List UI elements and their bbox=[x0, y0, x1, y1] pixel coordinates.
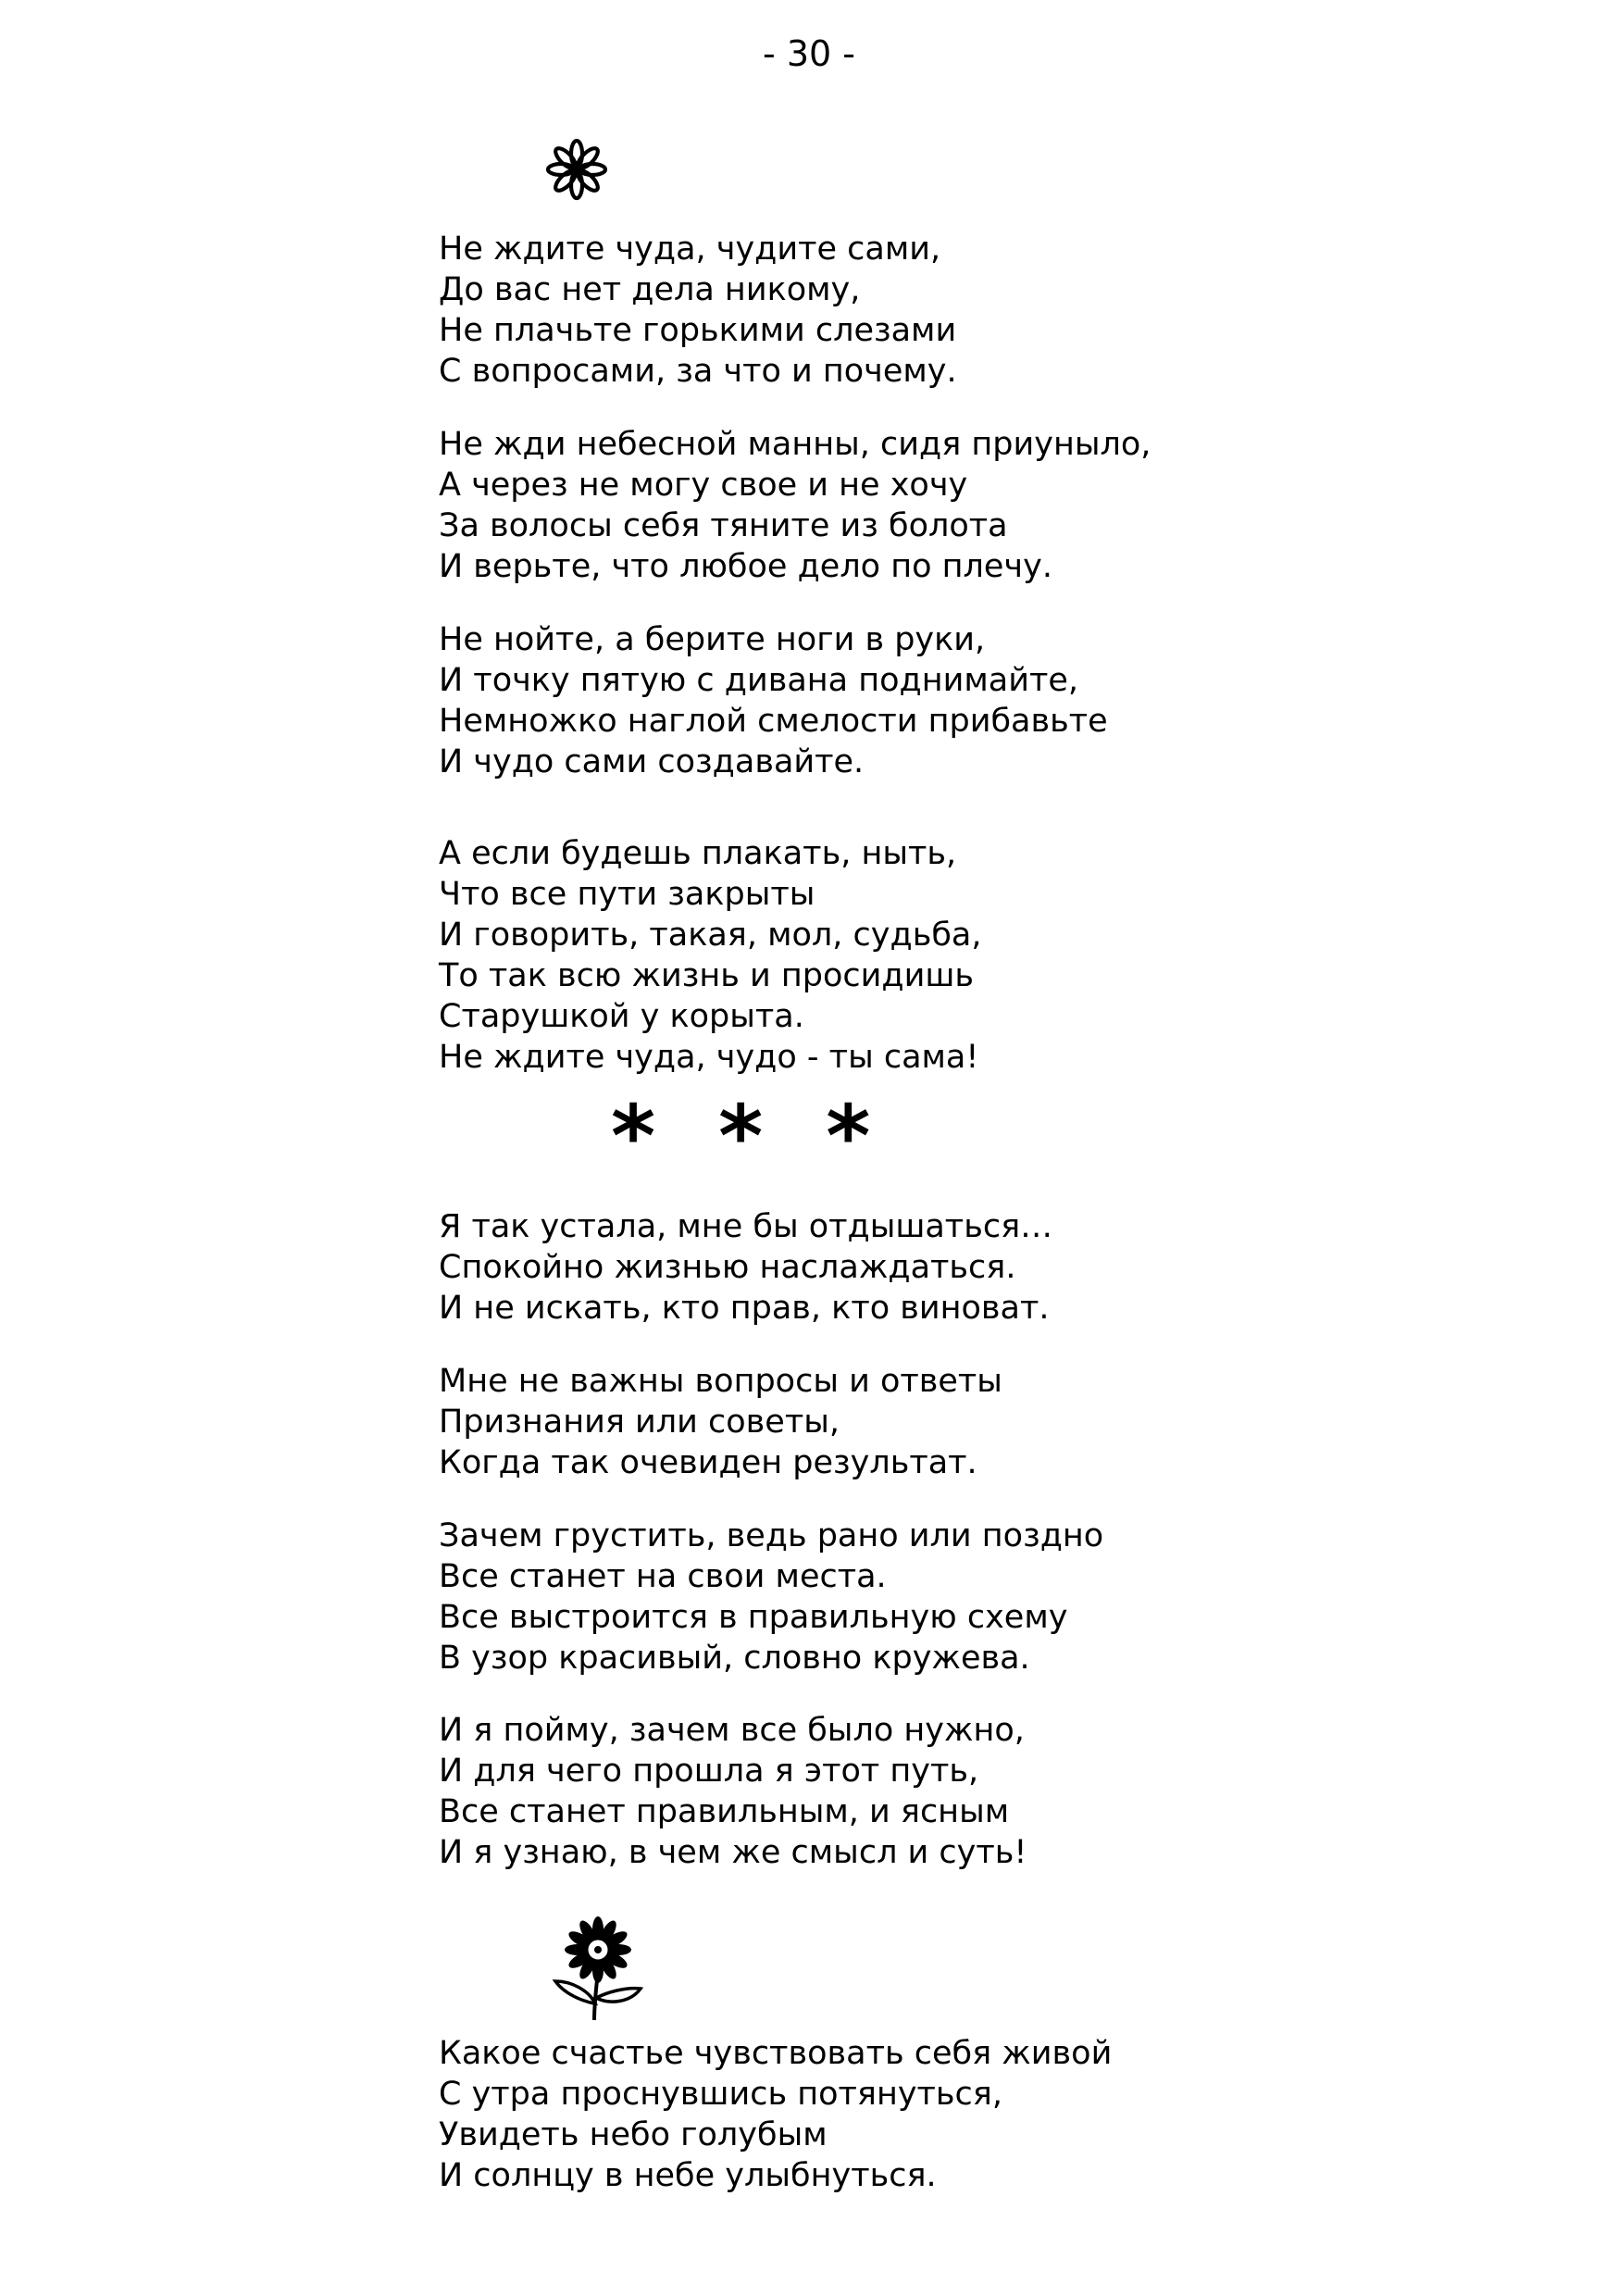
section-separator: * * * bbox=[611, 1087, 888, 1186]
poem-line: Не ждите чуда, чудите сами, bbox=[439, 231, 941, 268]
poem-line: Мне не важны вопросы и ответы bbox=[439, 1363, 1002, 1400]
poem-line: То так всю жизнь и просидишь bbox=[439, 957, 974, 994]
poem-line: И я пойму, зачем все было нужно, bbox=[439, 1712, 1025, 1749]
poem-line: Не плачьте горькими слезами bbox=[439, 312, 957, 349]
poem-line: А через не могу свое и не хочу bbox=[439, 467, 968, 504]
poem-line: Все выстроится в правильную схему bbox=[439, 1599, 1068, 1636]
poem-line: До вас нет дела никому, bbox=[439, 271, 861, 308]
poem2-stanza-4 bbox=[439, 1710, 1027, 1873]
poem-line: Увидеть небо голубым bbox=[439, 2116, 828, 2153]
poem3-stanza-1 bbox=[439, 2033, 1112, 2196]
poem-line: Какое счастье чувствовать себя живой bbox=[439, 2035, 1113, 2072]
poem-line: С утра проснувшись потянуться, bbox=[439, 2076, 1002, 2113]
poem-line: В узор красивый, словно кружева. bbox=[439, 1640, 1030, 1677]
poem-line: С вопросами, за что и почему. bbox=[439, 353, 957, 390]
poem-line: За волосы себя тяните из болота bbox=[439, 507, 1008, 544]
poem-line: И чудо сами создавайте. bbox=[439, 743, 865, 780]
poem-line: И говорить, такая, мол, судьба, bbox=[439, 917, 982, 954]
poem-line: И верьте, что любое дело по плечу. bbox=[439, 548, 1052, 585]
poem1-stanza-2 bbox=[439, 424, 1151, 587]
poem-line: Немножко наглой смелости прибавьте bbox=[439, 703, 1108, 740]
poem1-stanza-4 bbox=[439, 833, 982, 1078]
poem-line: И для чего прошла я этот путь, bbox=[439, 1753, 979, 1790]
poem1-stanza-3 bbox=[439, 619, 1108, 782]
poem-line: Старушкой у корыта. bbox=[439, 998, 804, 1035]
flower-asterisk-icon bbox=[544, 137, 609, 202]
poem1-stanza-1 bbox=[439, 229, 957, 392]
poem-line: Все станет на свои места. bbox=[439, 1558, 887, 1595]
poem2-stanza-3 bbox=[439, 1516, 1103, 1678]
poem-line: А если будешь плакать, ныть, bbox=[439, 835, 957, 872]
poem-line: Когда так очевиден результат. bbox=[439, 1444, 977, 1481]
poem-line: Не нойте, а берите ноги в руки, bbox=[439, 621, 986, 658]
poem-line: Не ждите чуда, чудо - ты сама! bbox=[439, 1039, 979, 1076]
poem-line: Зачем грустить, ведь рано или поздно bbox=[439, 1517, 1104, 1554]
poem-line: Признания или советы, bbox=[439, 1404, 840, 1441]
flower-with-stem-icon bbox=[546, 1915, 648, 2022]
poem-line: Я так устала, мне бы отдышаться… bbox=[439, 1208, 1053, 1245]
poem-line: И я узнаю, в чем же смысл и суть! bbox=[439, 1834, 1027, 1871]
poem-line: И точку пятую с дивана поднимайте, bbox=[439, 662, 1079, 699]
poem-line: И солнцу в небе улыбнуться. bbox=[439, 2157, 937, 2194]
page-number: - 30 - bbox=[763, 33, 855, 74]
poem-line: Не жди небесной манны, сидя приуныло, bbox=[439, 426, 1151, 463]
poem-line: Все станет правильным, и ясным bbox=[439, 1793, 1010, 1830]
poem2-stanza-2 bbox=[439, 1361, 1002, 1483]
poem-line: И не искать, кто прав, кто виноват. bbox=[439, 1290, 1050, 1327]
poem-line: Что все пути закрыты bbox=[439, 876, 815, 913]
poem2-stanza-1 bbox=[439, 1206, 1052, 1329]
poem-line: Спокойно жизнью наслаждаться. bbox=[439, 1249, 1016, 1286]
